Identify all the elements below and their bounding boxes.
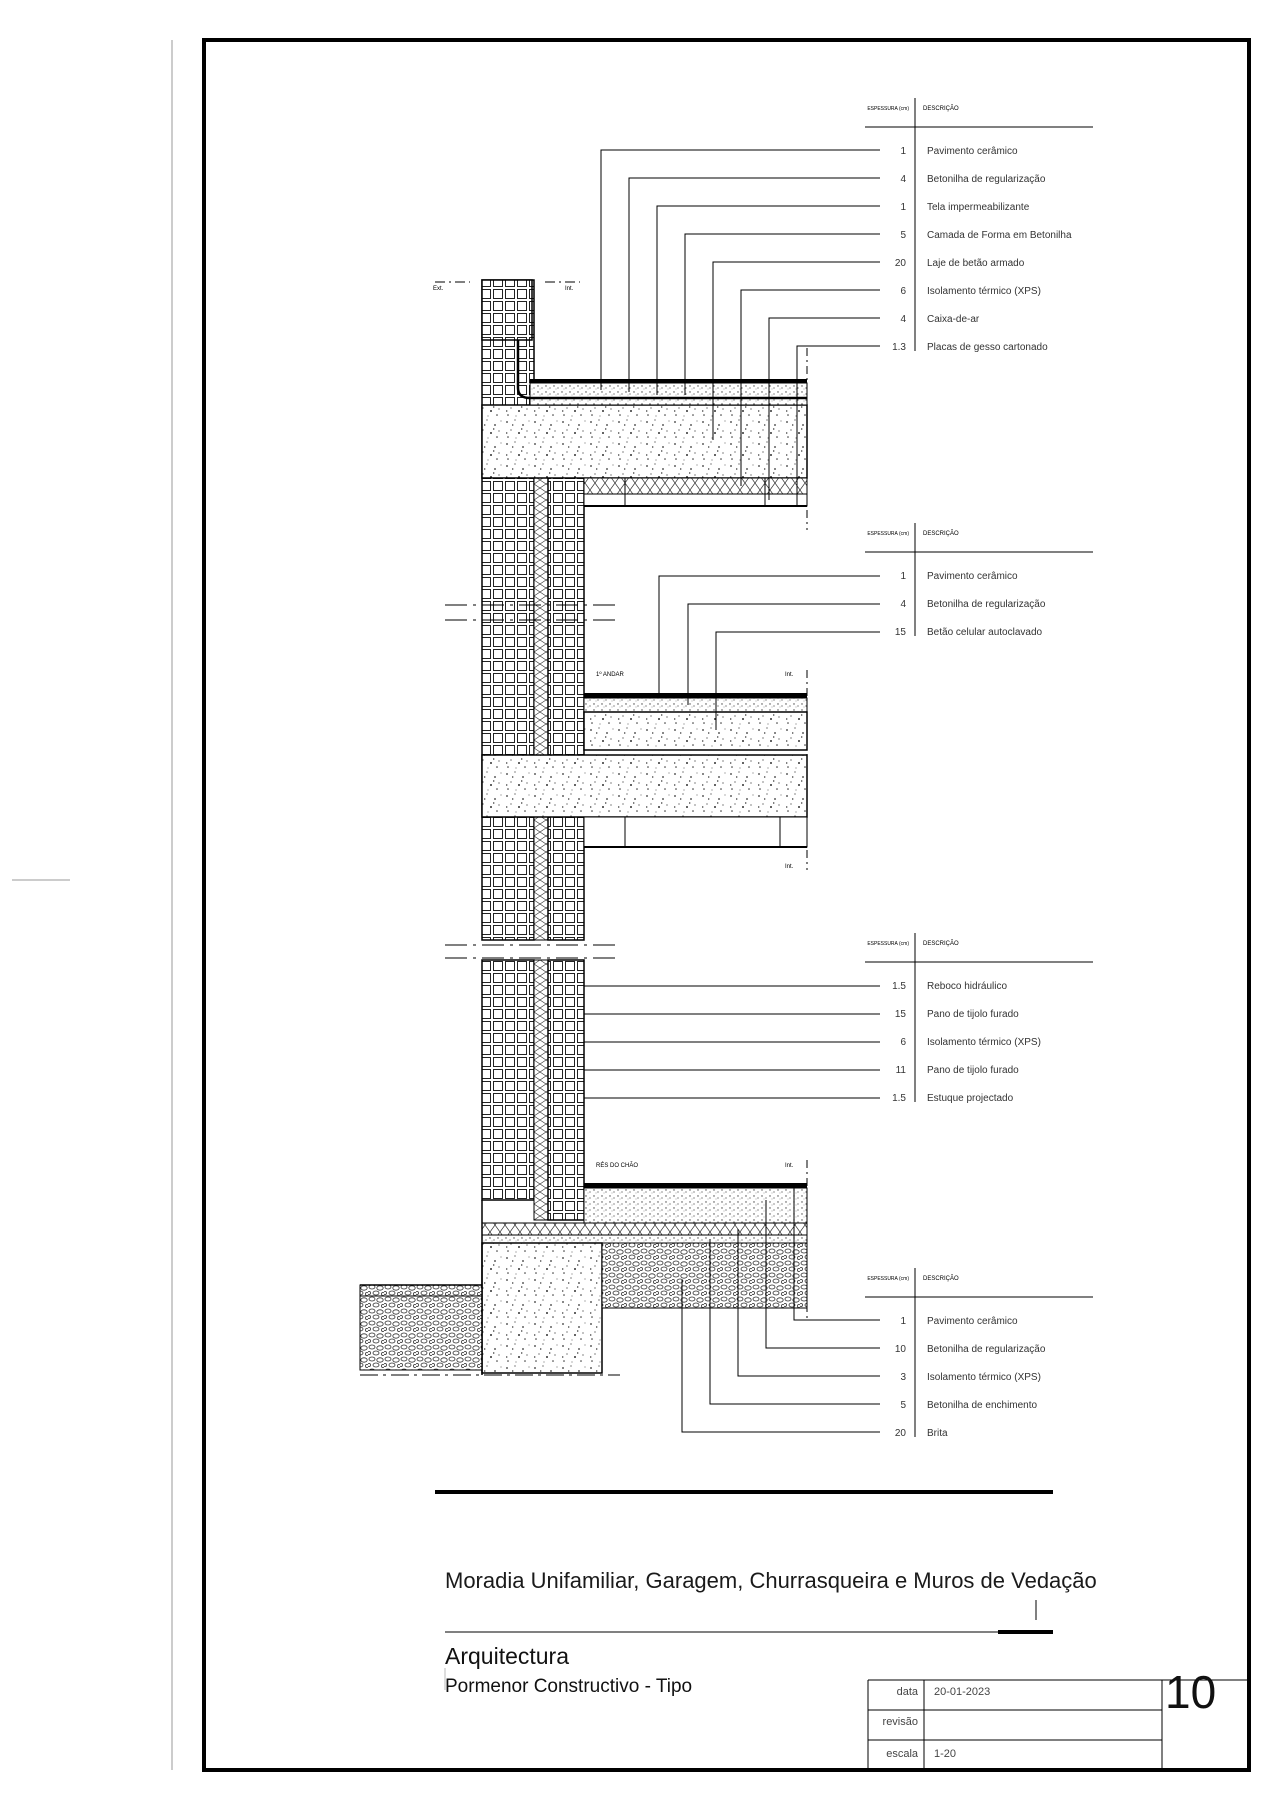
layer-description: Pavimento cerâmico	[927, 1316, 1018, 1327]
layer-thickness: 10	[894, 1344, 906, 1355]
layer-description: Camada de Forma em Betonilha	[927, 230, 1072, 241]
layer-thickness: 15	[894, 1009, 906, 1020]
project-title: Moradia Unifamiliar, Garagem, Churrasqueira e Muros de Vedação	[445, 1568, 1097, 1593]
table-header-thickness: ESPESSURA (cm)	[867, 941, 909, 947]
layer-thickness: 6	[900, 1037, 906, 1048]
layer-thickness: 1	[900, 571, 906, 582]
layer-description: Reboco hidráulico	[927, 981, 1008, 992]
layer-description: Isolamento térmico (XPS)	[927, 286, 1041, 297]
table-header-description: DESCRIÇÃO	[923, 1276, 959, 1282]
layer-description: Laje de betão armado	[927, 258, 1025, 269]
layer-table	[865, 98, 1093, 353]
layer-description: Pano de tijolo furado	[927, 1065, 1019, 1076]
layer-description: Caixa-de-ar	[927, 314, 980, 325]
label-ext: Ext.	[433, 286, 444, 292]
table-header-description: DESCRIÇÃO	[923, 106, 959, 112]
date-value: 20-01-2023	[934, 1686, 991, 1698]
layer-description: Isolamento térmico (XPS)	[927, 1037, 1041, 1048]
layer-thickness: 4	[900, 174, 906, 185]
layer-thickness: 6	[900, 286, 906, 297]
sheet-number: 10	[1165, 1666, 1217, 1718]
layer-table	[865, 523, 1093, 638]
layer-description: Pavimento cerâmico	[927, 571, 1018, 582]
layer-description: Betonilha de regularização	[927, 1344, 1046, 1355]
drawing-subject: Pormenor Constructivo - Tipo	[445, 1676, 693, 1697]
label-first-floor: 1º ANDAR	[596, 672, 624, 678]
layer-description: Betão celular autoclavado	[927, 627, 1043, 638]
label-int-ceiling: Int.	[785, 864, 794, 870]
layer-thickness: 20	[894, 1428, 906, 1439]
layer-description: Betonilha de regularização	[927, 174, 1046, 185]
table-header-thickness: ESPESSURA (cm)	[867, 531, 909, 537]
label-ground-floor: RÉS DO CHÃO	[596, 1163, 639, 1169]
layer-thickness: 1.5	[892, 1093, 906, 1104]
layer-description: Pano de tijolo furado	[927, 1009, 1019, 1020]
layer-thickness: 3	[900, 1372, 906, 1383]
layer-table	[865, 1268, 1093, 1439]
layer-description: Tela impermeabilizante	[927, 202, 1030, 213]
layer-thickness: 1	[900, 146, 906, 157]
label-int-first-floor: Int.	[785, 672, 794, 678]
ground-floor-slab	[360, 1160, 807, 1375]
layer-description: Betonilha de enchimento	[927, 1400, 1038, 1411]
layer-thickness: 4	[900, 599, 906, 610]
layer-description: Betonilha de regularização	[927, 599, 1046, 610]
layer-thickness: 4	[900, 314, 906, 325]
table-header-thickness: ESPESSURA (cm)	[867, 106, 909, 112]
layer-tables	[865, 98, 1093, 1439]
discipline: Arquitectura	[445, 1643, 570, 1669]
layer-description: Placas de gesso cartonado	[927, 342, 1048, 353]
layer-thickness: 1.5	[892, 981, 906, 992]
layer-thickness: 1.3	[892, 342, 906, 353]
layer-thickness: 1	[900, 1316, 906, 1327]
label-int: Int.	[565, 286, 574, 292]
date-label: data	[896, 1686, 918, 1698]
table-header-description: DESCRIÇÃO	[923, 941, 959, 947]
layer-thickness: 5	[900, 1400, 906, 1411]
layer-thickness: 15	[894, 627, 906, 638]
layer-table	[865, 933, 1093, 1104]
scale-value: 1-20	[934, 1748, 957, 1760]
layer-description: Isolamento térmico (XPS)	[927, 1372, 1041, 1383]
layer-description: Pavimento cerâmico	[927, 146, 1018, 157]
layer-description: Estuque projectado	[927, 1093, 1014, 1104]
table-header-description: DESCRIÇÃO	[923, 531, 959, 537]
layer-thickness: 1	[900, 202, 906, 213]
layer-thickness: 20	[894, 258, 906, 269]
label-int-ground: Int.	[785, 1163, 794, 1169]
table-header-thickness: ESPESSURA (cm)	[867, 1276, 909, 1282]
title-block	[435, 1492, 1249, 1770]
layer-thickness: 11	[895, 1065, 906, 1076]
revision-label: revisão	[882, 1716, 918, 1728]
layer-thickness: 5	[900, 230, 906, 241]
layer-description: Brita	[927, 1428, 948, 1439]
scale-label: escala	[886, 1748, 918, 1760]
sheet-border	[204, 40, 1249, 1770]
